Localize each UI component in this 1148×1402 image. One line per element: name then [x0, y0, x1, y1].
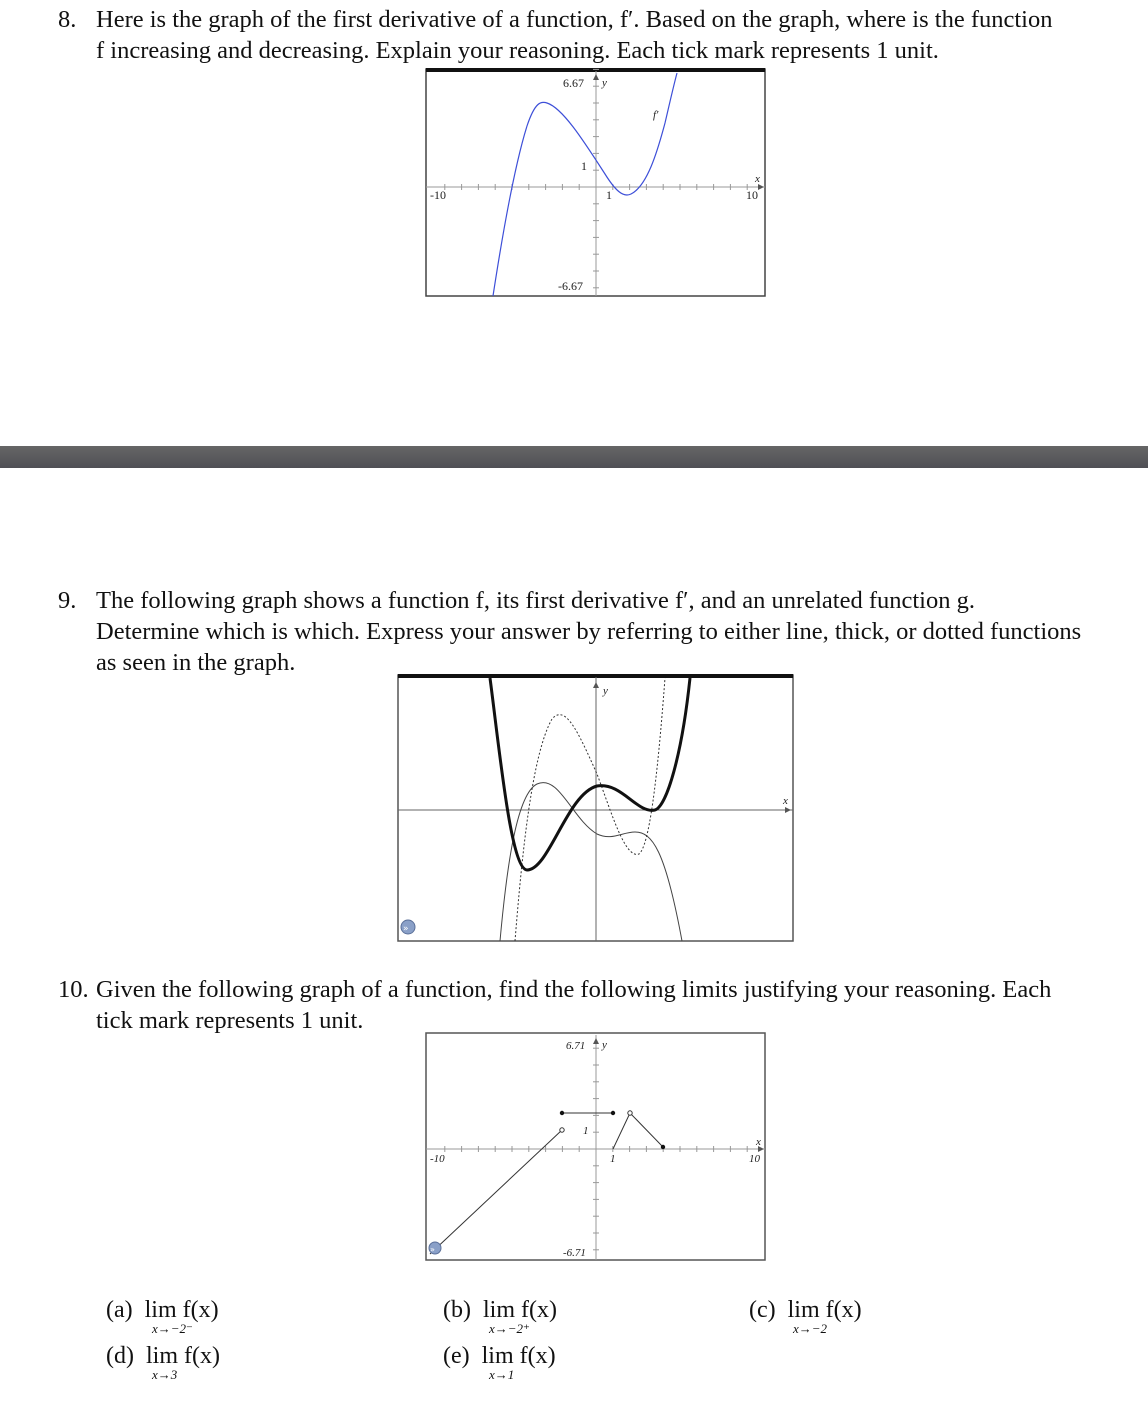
limit-expression: lim f(x)	[787, 1297, 862, 1323]
x-max-label: 10	[746, 188, 758, 202]
limit-expression: lim f(x)	[482, 1297, 557, 1323]
question-number: 9.	[58, 587, 77, 614]
question-line: Given the following graph of a function, find the following limits justifying your reasoning. Each	[96, 976, 1052, 1003]
svg-text:»: »	[430, 1245, 435, 1254]
limit-part-c	[749, 1296, 862, 1336]
q9-function-graph	[397, 674, 795, 944]
y-min-label: -6.67	[558, 279, 583, 293]
question-text	[96, 974, 1138, 1036]
x-min-label: -10	[430, 1153, 445, 1165]
curve-label: f′	[653, 109, 659, 121]
y-min-label: -6.71	[563, 1247, 586, 1259]
part-label: (c)	[749, 1297, 776, 1323]
y-axis-label: y	[602, 77, 607, 89]
limit-subscript: x→−2⁻	[152, 1321, 193, 1336]
part-label: (a)	[106, 1297, 133, 1323]
open-endpoint	[560, 1128, 564, 1132]
limit-subscript: x→1	[489, 1367, 515, 1382]
limit-part-b	[443, 1296, 557, 1336]
closed-endpoint	[611, 1111, 615, 1115]
limit-subscript: x→3	[152, 1367, 178, 1382]
question-line: as seen in the graph.	[96, 649, 296, 676]
question-line: f increasing and decreasing. Explain your reasoning. Each tick mark represents 1 unit.	[96, 37, 939, 64]
closed-endpoint	[661, 1145, 665, 1149]
question-line: tick mark represents 1 unit.	[96, 1007, 364, 1034]
x-unit-label: 1	[610, 1153, 616, 1165]
part-label: (b)	[443, 1297, 471, 1323]
limit-expression: lim f(x)	[145, 1343, 220, 1369]
question-line: Here is the graph of the first derivative of a function, f′. Based on the graph, where is the function	[96, 6, 1053, 33]
x-axis-label: x	[755, 173, 760, 185]
q8-derivative-graph	[425, 68, 767, 298]
limit-expression: lim f(x)	[144, 1297, 219, 1323]
question-text	[96, 4, 1138, 66]
x-min-label: -10	[430, 188, 446, 202]
section-divider	[0, 446, 1148, 468]
question-line: Determine which is which. Express your answer by referring to either line, thick, or dotted functions	[96, 618, 1082, 645]
x-axis-label: x	[783, 795, 788, 807]
limit-part-a	[106, 1296, 219, 1336]
question-10	[0, 974, 1148, 1038]
svg-text:»: »	[403, 924, 409, 934]
part-label: (d)	[106, 1343, 134, 1369]
question-9	[0, 585, 1148, 680]
y-max-label: 6.67	[563, 76, 584, 90]
x-max-label: 10	[749, 1153, 760, 1165]
y-axis-label: y	[602, 1039, 607, 1051]
limit-subscript: x→−2	[793, 1321, 828, 1336]
y-max-label: 6.71	[566, 1040, 586, 1052]
question-text	[96, 585, 1138, 678]
limit-expression: lim f(x)	[481, 1343, 556, 1369]
y-unit-label: 1	[583, 1125, 589, 1137]
navigation-icon[interactable]	[401, 920, 415, 934]
question-number: 10.	[58, 976, 89, 1003]
x-axis-label: x	[756, 1136, 761, 1148]
limit-part-e	[443, 1342, 556, 1382]
question-number: 8.	[58, 6, 77, 33]
open-endpoint	[628, 1111, 632, 1115]
question-line: The following graph shows a function f, its first derivative f′, and an unrelated function g.	[96, 587, 975, 614]
x-unit-label: 1	[606, 188, 612, 202]
closed-endpoint	[560, 1111, 564, 1115]
limit-subscript: x→−2⁺	[489, 1321, 530, 1336]
y-axis-label: y	[603, 685, 608, 697]
q10-function-graph	[425, 1032, 767, 1262]
navigation-icon[interactable]	[429, 1242, 441, 1254]
y-unit-label: 1	[581, 159, 587, 173]
part-label: (e)	[443, 1343, 470, 1369]
question-8	[0, 4, 1148, 70]
limit-part-d	[106, 1342, 220, 1382]
